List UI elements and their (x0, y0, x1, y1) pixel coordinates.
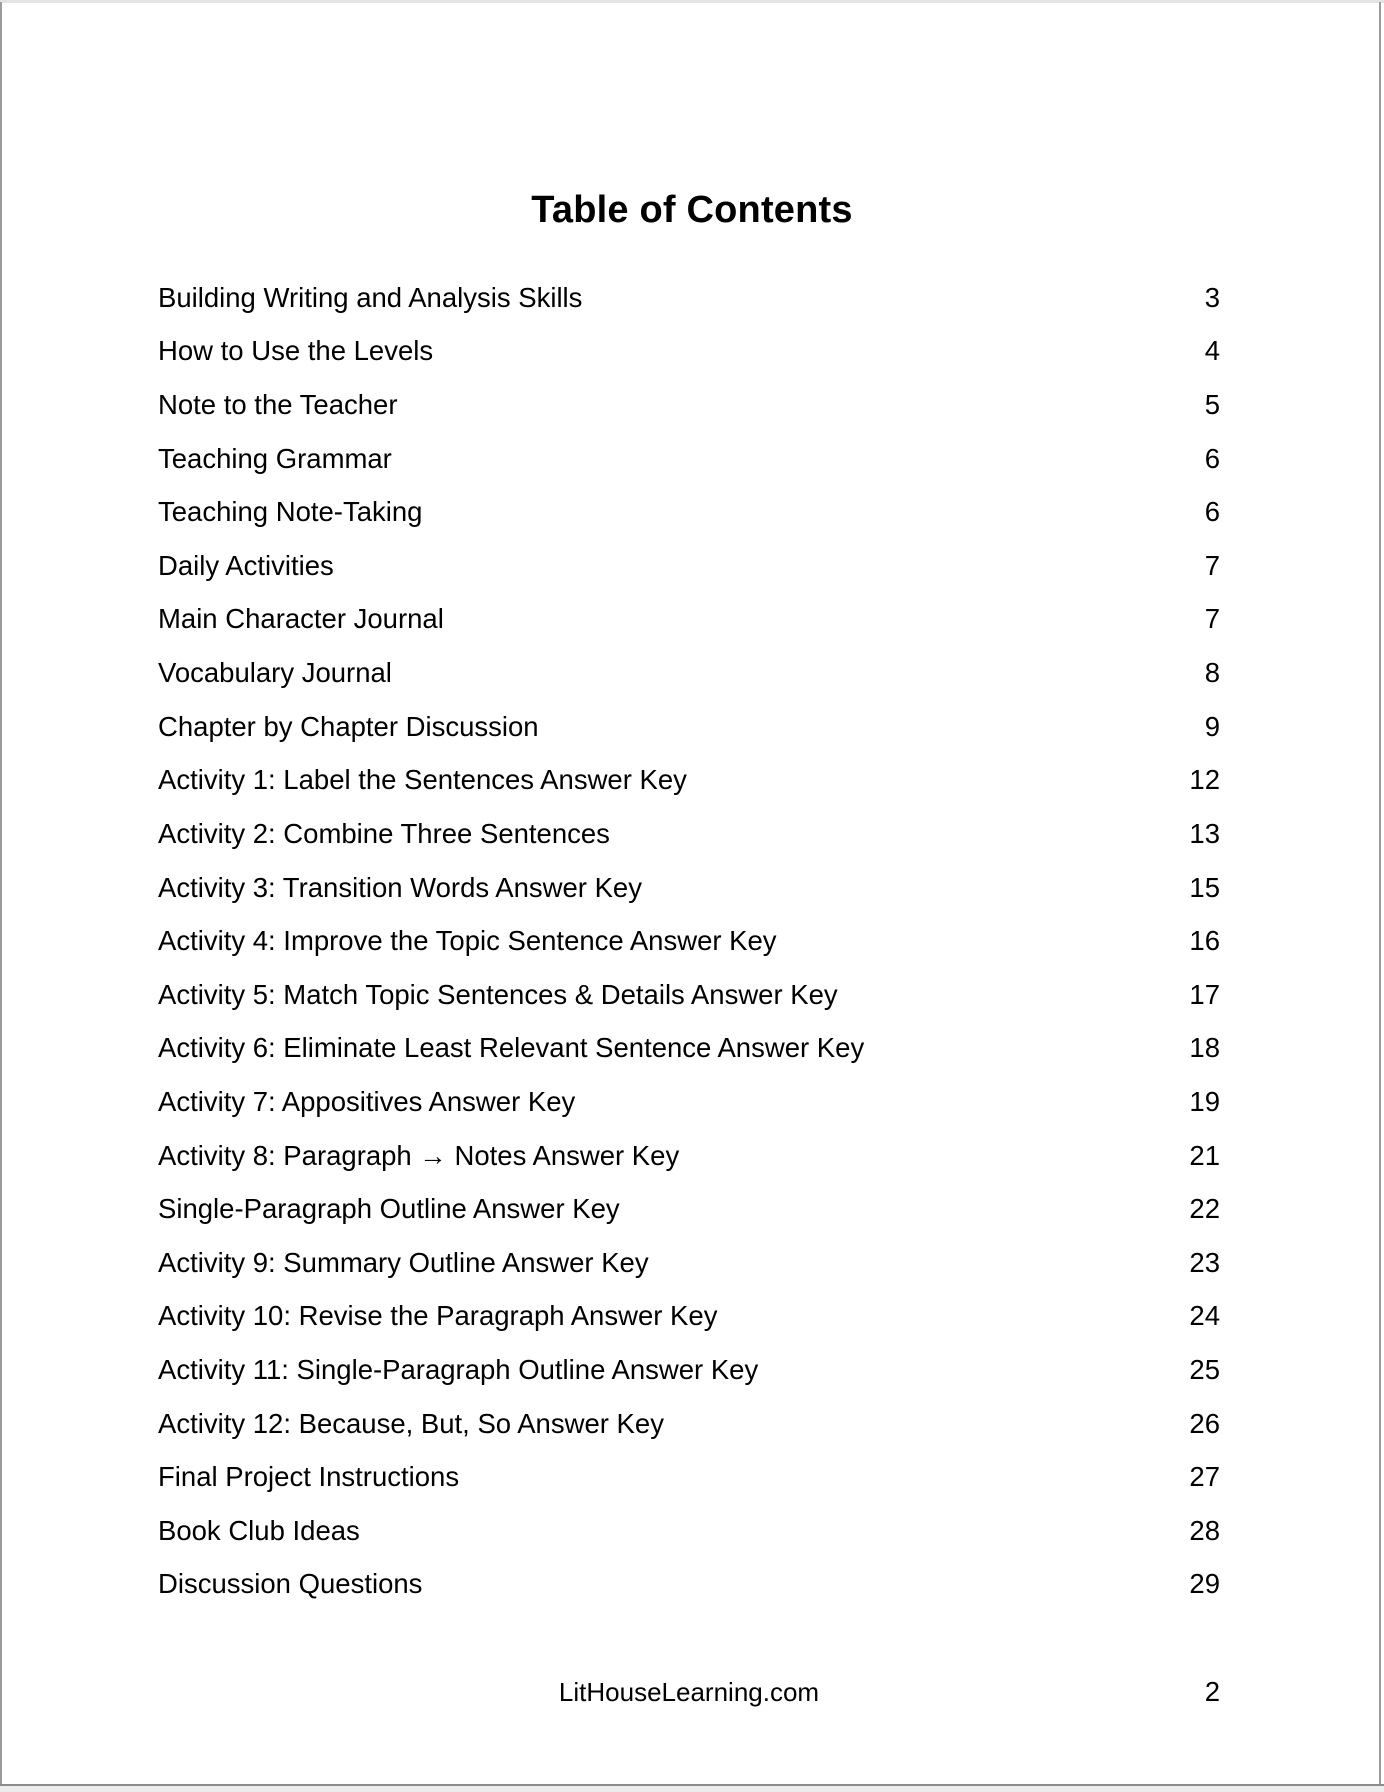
toc-entry-page: 7 (1204, 549, 1220, 581)
toc-entry-page: 8 (1204, 657, 1220, 689)
toc-entry (158, 593, 1220, 647)
toc-entry-page: 18 (1189, 1032, 1220, 1064)
toc-entry-label: Activity 2: Combine Three Sentences (158, 817, 610, 849)
toc-entry-page: 5 (1204, 389, 1220, 421)
toc-entry-page: 17 (1189, 978, 1220, 1010)
toc-entry-page: 21 (1189, 1139, 1220, 1171)
toc-entry-label: Discussion Questions (158, 1568, 423, 1600)
toc-entry (158, 1343, 1220, 1397)
toc-entry (158, 861, 1220, 915)
toc-entry (158, 646, 1220, 700)
toc-entry-label: Daily Activities (158, 549, 334, 581)
toc-entry (158, 378, 1220, 432)
toc-entry-page: 26 (1189, 1407, 1220, 1439)
toc-entry (158, 753, 1220, 807)
toc-entry-page: 28 (1189, 1514, 1220, 1546)
toc-entry-label: Activity 3: Transition Words Answer Key (158, 871, 642, 903)
toc-entry (158, 1558, 1220, 1612)
toc-entry (158, 325, 1220, 379)
toc-entry-page: 24 (1189, 1300, 1220, 1332)
toc-entry-page: 29 (1189, 1568, 1220, 1600)
toc-entry-label: Teaching Grammar (158, 442, 392, 474)
toc-entry-page: 19 (1189, 1085, 1220, 1117)
page-border-right (1379, 2, 1381, 1786)
toc-entry-page: 7 (1204, 603, 1220, 635)
toc-entry-label: Chapter by Chapter Discussion (158, 710, 539, 742)
toc-entry-label: Main Character Journal (158, 603, 444, 635)
toc-entry (158, 1397, 1220, 1451)
toc-entry-page: 27 (1189, 1461, 1220, 1493)
toc-entry-page: 23 (1189, 1246, 1220, 1278)
page-title: Table of Contents (531, 189, 853, 232)
toc-entry-label: Book Club Ideas (158, 1514, 360, 1546)
toc-entry-label: Teaching Note-Taking (158, 496, 423, 528)
page-border-top (0, 0, 1384, 3)
toc-entry (158, 700, 1220, 754)
toc-entry-page: 9 (1204, 710, 1220, 742)
toc-entry (158, 807, 1220, 861)
toc-entry-label: Activity 10: Revise the Paragraph Answer Key (158, 1300, 718, 1332)
toc-entry (158, 1290, 1220, 1344)
toc-entry (158, 271, 1220, 325)
toc-entry-page: 6 (1204, 496, 1220, 528)
footer-page-number: 2 (1204, 1676, 1220, 1707)
toc-entry-label: Activity 4: Improve the Topic Sentence Answer Key (158, 925, 777, 957)
toc-entry (158, 432, 1220, 486)
page-footer (158, 1665, 1220, 1719)
toc-entry (158, 1129, 1220, 1183)
toc-entry (158, 1450, 1220, 1504)
toc-entry-label: Note to the Teacher (158, 389, 398, 421)
page-border-bottom (0, 1784, 1384, 1786)
toc-entry-label: Activity 9: Summary Outline Answer Key (158, 1246, 649, 1278)
toc-entry-label: Activity 6: Eliminate Least Relevant Sentence Answer Key (158, 1032, 865, 1064)
footer-website: LitHouseLearning.com (558, 1677, 820, 1707)
toc-entry (158, 1504, 1220, 1558)
toc-entry-label: Activity 8: Paragraph → Notes Answer Key (158, 1139, 680, 1171)
toc-entry (158, 914, 1220, 968)
toc-entry-page: 15 (1189, 871, 1220, 903)
toc-entry-page: 13 (1189, 817, 1220, 849)
toc-entry-label: Vocabulary Journal (158, 657, 392, 689)
toc-entry (158, 1236, 1220, 1290)
toc-entry-page: 3 (1204, 281, 1220, 313)
toc-entry-page: 16 (1189, 925, 1220, 957)
toc-entry-label: Activity 5: Match Topic Sentences & Details Answer Key (158, 978, 838, 1010)
toc-entry-page: 22 (1189, 1193, 1220, 1225)
toc-entry-label: How to Use the Levels (158, 335, 434, 367)
toc-entry-page: 12 (1189, 764, 1220, 796)
toc-entry (158, 539, 1220, 593)
toc-entry-label: Activity 11: Single-Paragraph Outline Answer Key (158, 1353, 759, 1385)
toc-entry-label: Single-Paragraph Outline Answer Key (158, 1193, 620, 1225)
toc-entry-label: Activity 7: Appositives Answer Key (158, 1085, 576, 1117)
toc-entry (158, 1075, 1220, 1129)
toc-entry-label: Activity 1: Label the Sentences Answer Key (158, 764, 687, 796)
toc-entry (158, 485, 1220, 539)
toc-entry (158, 1022, 1220, 1076)
toc-entry-page: 25 (1189, 1353, 1220, 1385)
toc-entry-page: 4 (1204, 335, 1220, 367)
toc-entry-label: Activity 12: Because, But, So Answer Key (158, 1407, 664, 1439)
toc-entry (158, 968, 1220, 1022)
toc-list (158, 271, 1220, 1611)
toc-entry-page: 6 (1204, 442, 1220, 474)
toc-entry (158, 1182, 1220, 1236)
toc-entry-label: Building Writing and Analysis Skills (158, 281, 583, 313)
toc-entry-label: Final Project Instructions (158, 1461, 460, 1493)
page-border-left (0, 2, 2, 1786)
